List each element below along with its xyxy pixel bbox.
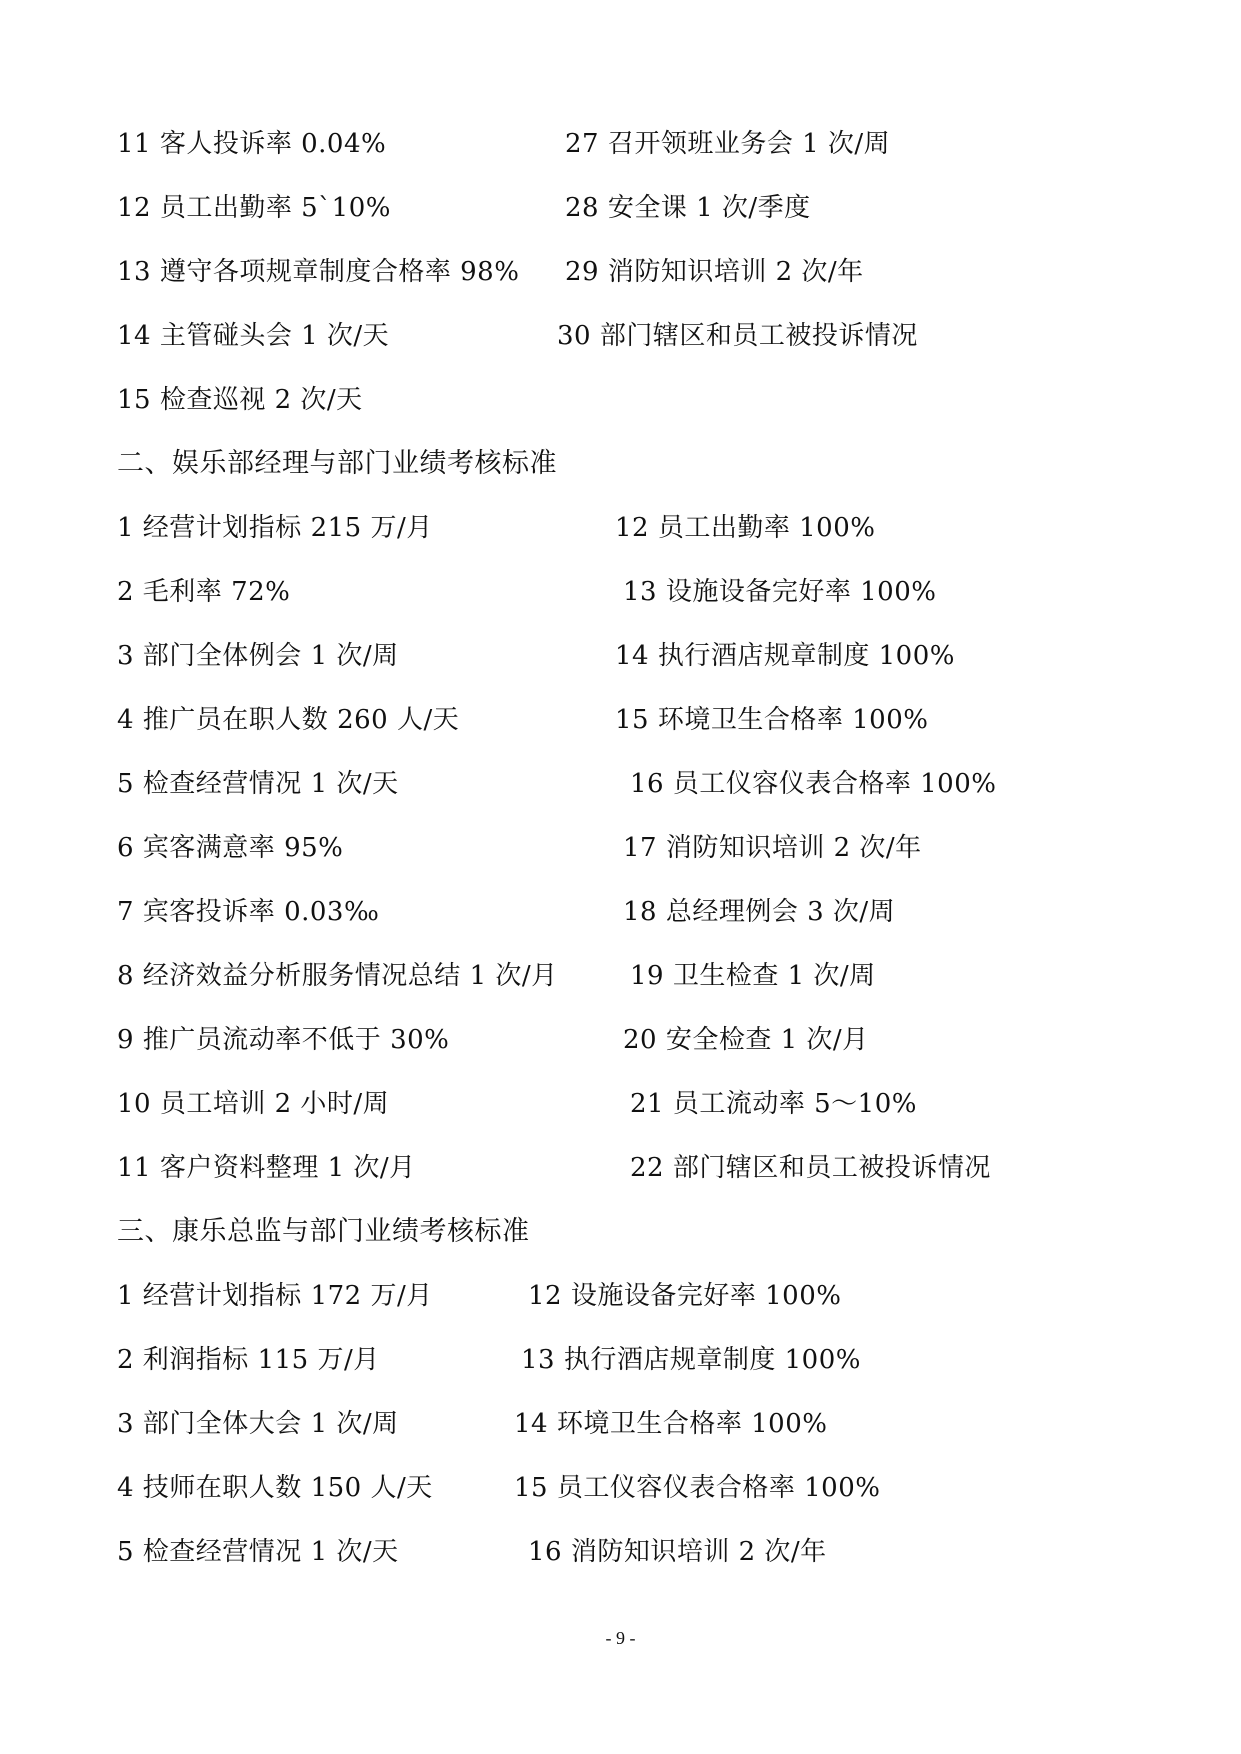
list-item: 10 员工培训 2 小时/周	[117, 1089, 390, 1119]
list-item: 13 设施设备完好率 100%	[623, 577, 937, 607]
list-item: 30 部门辖区和员工被投诉情况	[557, 321, 918, 351]
list-item: 29 消防知识培训 2 次/年	[565, 257, 864, 287]
list-item: 17 消防知识培训 2 次/年	[623, 833, 922, 863]
list-item: 16 消防知识培训 2 次/年	[528, 1537, 827, 1567]
list-item: 12 员工出勤率 5`10%	[117, 193, 391, 223]
list-item: 2 毛利率 72%	[117, 577, 291, 607]
list-item: 19 卫生检查 1 次/周	[630, 961, 876, 991]
list-item: 4 推广员在职人数 260 人/天	[117, 705, 460, 735]
list-item: 21 员工流动率 5～10%	[630, 1089, 917, 1119]
list-item: 22 部门辖区和员工被投诉情况	[630, 1153, 991, 1183]
list-item: 27 召开领班业务会 1 次/周	[565, 129, 891, 159]
list-item: 2 利润指标 115 万/月	[117, 1345, 380, 1375]
list-item: 9 推广员流动率不低于 30%	[117, 1025, 450, 1055]
list-item: 4 技师在职人数 150 人/天	[117, 1473, 433, 1503]
list-item: 13 执行酒店规章制度 100%	[521, 1345, 861, 1375]
list-item: 3 部门全体大会 1 次/周	[117, 1409, 399, 1439]
list-item: 15 检查巡视 2 次/天	[117, 385, 363, 415]
list-item: 15 环境卫生合格率 100%	[615, 705, 929, 735]
list-item: 1 经营计划指标 215 万/月	[117, 513, 433, 543]
list-item: 13 遵守各项规章制度合格率 98%	[117, 257, 520, 287]
list-item: 28 安全课 1 次/季度	[565, 193, 811, 223]
list-item: 15 员工仪容仪表合格率 100%	[514, 1473, 881, 1503]
list-item: 12 设施设备完好率 100%	[528, 1281, 842, 1311]
list-item: 14 环境卫生合格率 100%	[514, 1409, 828, 1439]
list-item: 16 员工仪容仪表合格率 100%	[630, 769, 997, 799]
list-item: 5 检查经营情况 1 次/天	[117, 1537, 399, 1567]
list-item: 11 客人投诉率 0.04%	[117, 129, 387, 159]
list-item: 14 主管碰头会 1 次/天	[117, 321, 390, 351]
list-item: 7 宾客投诉率 0.03‰	[117, 897, 380, 927]
list-item: 8 经济效益分析服务情况总结 1 次/月	[117, 961, 558, 991]
list-item: 18 总经理例会 3 次/周	[623, 897, 896, 927]
list-item: 12 员工出勤率 100%	[615, 513, 876, 543]
page-number: - 9 -	[605, 1628, 636, 1648]
section-heading: 二、娱乐部经理与部门业绩考核标准	[117, 448, 557, 479]
list-item: 11 客户资料整理 1 次/月	[117, 1153, 416, 1183]
list-item: 14 执行酒店规章制度 100%	[615, 641, 955, 671]
list-item: 5 检查经营情况 1 次/天	[117, 769, 399, 799]
list-item: 20 安全检查 1 次/月	[623, 1025, 869, 1055]
list-item: 3 部门全体例会 1 次/周	[117, 641, 399, 671]
list-item: 1 经营计划指标 172 万/月	[117, 1281, 433, 1311]
section-heading: 三、康乐总监与部门业绩考核标准	[117, 1216, 530, 1247]
list-item: 6 宾客满意率 95%	[117, 833, 344, 863]
